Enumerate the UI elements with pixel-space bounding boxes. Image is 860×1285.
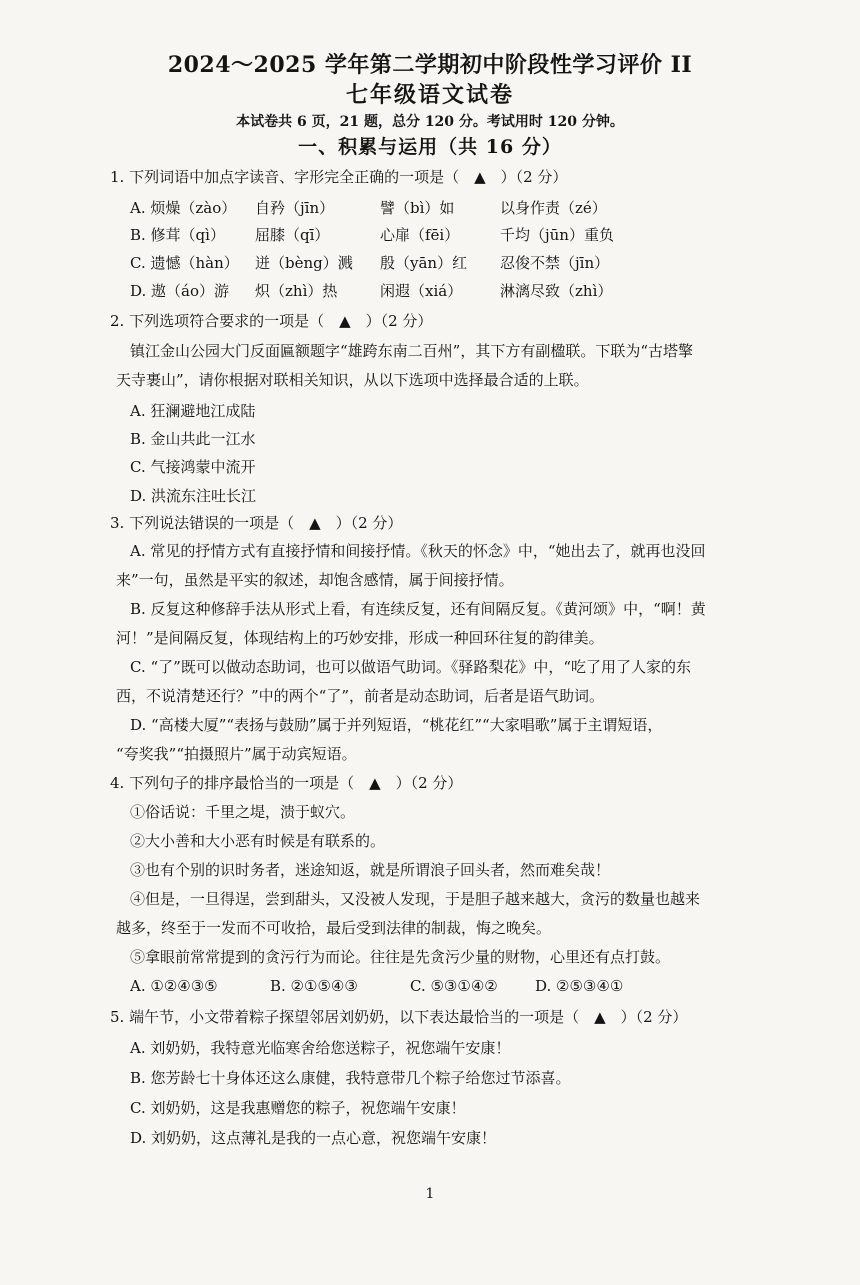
q1-d-3: 闲遐（xiá） <box>380 282 463 300</box>
page-number: 1 <box>425 1186 435 1202</box>
q5-option-b: B. 您芳龄七十身体还这么康健，我特意带几个粽子给您过节添喜。 <box>130 1069 571 1087</box>
q5-option-d: D. 刘奶奶，这点薄礼是我的一点心意，祝您端午安康！ <box>130 1129 497 1147</box>
q4-option-b: B. ②①⑤④③ <box>270 977 358 995</box>
q2-intro-line-1: 镇江金山公园大门反面匾额题字“雄跨东南二百州”，其下方有副楹联。下联为“古塔擎 <box>130 342 694 360</box>
q3-option-d-line-2: “夸奖我”“拍摄照片”属于动宾短语。 <box>116 745 357 763</box>
q4-sentence-4-line-1: ④但是，一旦得逞，尝到甜头，又没被人发现，于是胆子越来越大，贪污的数量也越来 <box>130 890 701 908</box>
q1-b-4: 千均（jūn）重负 <box>500 226 614 244</box>
q4-sentence-5: ⑤拿眼前常常提到的贪污行为而论。往往是先贪污少量的财物，心里还有点打鼓。 <box>130 948 671 966</box>
q1-a-2: 自矜（jīn） <box>255 199 335 217</box>
q1-b-3: 心扉（fēi） <box>380 226 460 244</box>
q3-option-a-line-2: 来”一句，虽然是平实的叙述，却饱含感情，属于间接抒情。 <box>116 571 514 589</box>
q2-stem: 2. 下列选项符合要求的一项是（ ▲ ）（2 分） <box>110 312 433 330</box>
q3-stem: 3. 下列说法错误的一项是（ ▲ ）（2 分） <box>110 514 403 532</box>
q4-sentence-2: ②大小善和大小恶有时候是有联系的。 <box>130 832 386 850</box>
q5-option-c: C. 刘奶奶，这是我惠赠您的粽子，祝您端午安康！ <box>130 1099 466 1117</box>
q1-c-1: C. 遗憾（hàn） <box>130 254 239 272</box>
q2-option-b: B. 金山共此一江水 <box>130 430 256 448</box>
q1-a-4: 以身作责（zé） <box>500 199 607 217</box>
q4-sentence-4-line-2: 越多，终至于一发而不可收拾，最后受到法律的制裁，悔之晚矣。 <box>116 919 552 937</box>
q1-c-4: 忍俊不禁（jīn） <box>500 254 610 272</box>
section-heading: 一、积累与运用（共 16 分） <box>298 136 562 158</box>
q1-stem: 1. 下列词语中加点字读音、字形完全正确的一项是（ ▲ ）（2 分） <box>110 168 568 186</box>
q2-option-a: A. 狂澜避地江成陆 <box>130 402 256 420</box>
q2-intro-line-2: 天寺裹山”，请你根据对联相关知识，从以下选项中选择最合适的上联。 <box>116 371 589 389</box>
q1-a-3: 譬（bì）如 <box>380 199 455 217</box>
q5-stem: 5. 端午节，小文带着粽子探望邻居刘奶奶，以下表达最恰当的一项是（ ▲ ）（2 分） <box>110 1008 688 1026</box>
q1-c-2: 迸（bèng）溅 <box>255 254 353 272</box>
q1-d-2: 炽（zhì）热 <box>255 282 338 300</box>
q3-option-b-line-2: 河！”是间隔反复，体现结构上的巧妙安排，形成一种回环往复的韵律美。 <box>116 629 604 647</box>
q3-option-c-line-1: C. “了”既可以做动态助词，也可以做语气助词。《驿路梨花》中，“吃了用了人家的东 <box>130 658 691 676</box>
q1-d-1: D. 遨（áo）游 <box>130 282 230 300</box>
q4-sentence-1: ①俗话说：千里之堤，溃于蚁穴。 <box>130 803 356 821</box>
q4-option-d: D. ②⑤③④① <box>535 977 624 995</box>
q1-a-1: A. 烦燥（zào） <box>130 199 237 217</box>
q1-b-2: 屈膝（qī） <box>255 226 330 244</box>
q3-option-d-line-1: D. “高楼大厦”“表扬与鼓励”属于并列短语，“桃花红”“大家唱歌”属于主谓短语， <box>130 716 663 734</box>
q4-option-c: C. ⑤③①④② <box>410 977 498 995</box>
q3-option-b-line-1: B. 反复这种修辞手法从形式上看，有连续反复，还有间隔反复。《黄河颂》中，“啊！黄 <box>130 600 706 618</box>
q4-sentence-3: ③也有个别的识时务者，迷途知返，就是所谓浪子回头者，然而难矣哉！ <box>130 861 611 879</box>
q5-option-a: A. 刘奶奶，我特意光临寒舍给您送粽子，祝您端午安康！ <box>130 1039 511 1057</box>
q3-option-c-line-2: 西，不说清楚还行？”中的两个“了”，前者是动态助词，后者是语气助词。 <box>116 687 605 705</box>
q3-option-a-line-1: A. 常见的抒情方式有直接抒情和间接抒情。《秋天的怀念》中，“她出去了，就再也没回 <box>130 542 706 560</box>
q2-option-d: D. 洪流东注吐长江 <box>130 487 257 505</box>
q1-c-3: 殷（yān）红 <box>380 254 468 272</box>
q4-stem: 4. 下列句子的排序最恰当的一项是（ ▲ ）（2 分） <box>110 774 463 792</box>
q2-option-c: C. 气接鸿蒙中流开 <box>130 458 256 476</box>
exam-info: 本试卷共 6 页，21 题，总分 120 分。考试用时 120 分钟。 <box>236 114 624 130</box>
q4-option-a: A. ①②④③⑤ <box>130 977 218 995</box>
q1-b-1: B. 修茸（qì） <box>130 226 225 244</box>
exam-subtitle: 七年级语文试卷 <box>345 82 514 108</box>
q1-d-4: 淋漓尽致（zhì） <box>500 282 613 300</box>
exam-title: 2024～2025 学年第二学期初中阶段性学习评价 II <box>167 52 693 78</box>
